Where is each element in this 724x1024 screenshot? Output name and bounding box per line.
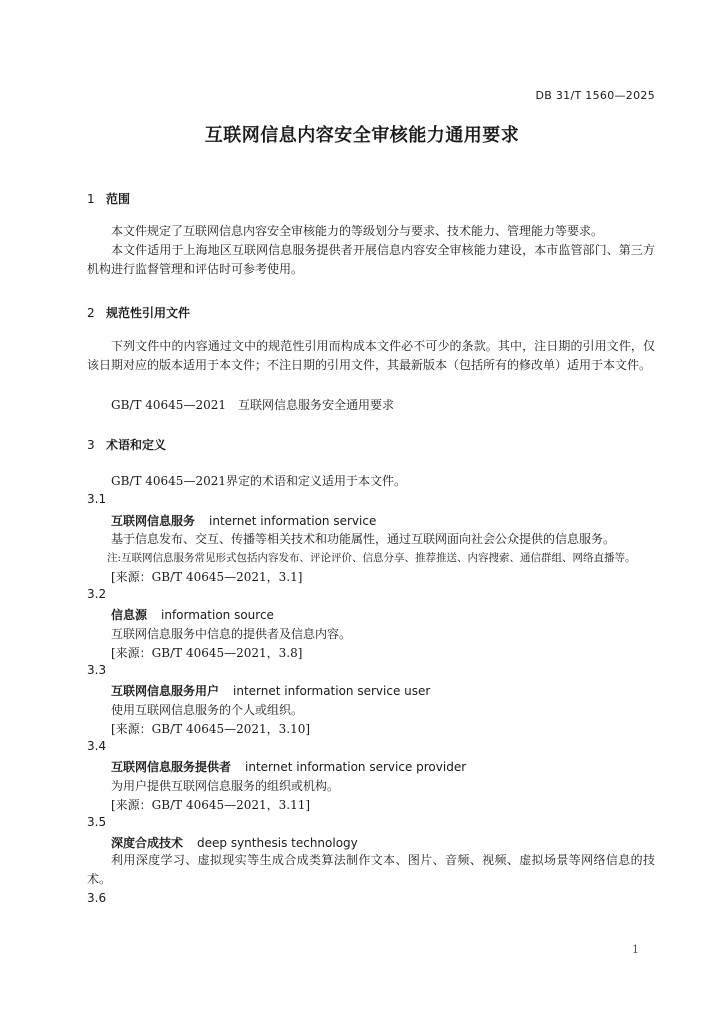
term-en: deep synthesis technology (197, 836, 358, 850)
term-zh: 互联网信息服务提供者 (111, 760, 232, 774)
term-en: internet information service provider (245, 760, 467, 774)
term-zh: 互联网信息服务 (111, 514, 196, 528)
section-2-paragraph-1: 下列文件中的内容通过文中的规范性引用而构成本文件必不可少的条款。其中，注日期的引用文件，仅该日期对应的版本适用于本文件；不注日期的引用文件，其最新版本（包括所有的修改单）适用于本文件。 (87, 339, 655, 372)
document-title: 互联网信息内容安全审核能力通用要求 (204, 125, 520, 146)
term-definition: 为用户提供互联网信息服务的组织或机构。 (111, 779, 340, 793)
section-1-paragraph-2: 本文件适用于上海地区互联网信息服务提供者开展信息内容安全审核能力建设，本市监管部门、第三方机构进行监督管理和评估时可参考使用。 (87, 243, 655, 276)
normative-reference: GB/T 40645—2021 互联网信息服务安全通用要求 (111, 398, 394, 412)
section-2-heading (87, 304, 190, 321)
term-en: internet information service user (233, 684, 431, 698)
term-note: 注:互联网信息服务常见形式包括内容发布、评论评价、信息分享、推荐推送、内容搜索、通信群组、网络直播等。 (107, 552, 636, 564)
term-heading (111, 682, 430, 699)
term-zh: 互联网信息服务用户 (111, 684, 220, 698)
term-number: 3.5 (87, 815, 107, 829)
terms-intro: GB/T 40645—2021界定的术语和定义适用于本文件。 (111, 474, 406, 488)
term-heading (111, 512, 376, 529)
standard-number: DB 31/T 1560—2025 (535, 89, 655, 102)
term-definition: 利用深度学习、虚拟现实等生成合成类算法制作文本、图片、音频、视频、虚拟场景等网络信息的技术。 (87, 853, 655, 886)
section-3-heading (87, 436, 166, 453)
term-source: [来源：GB/T 40645—2021，3.1] (111, 570, 303, 584)
term-source: [来源：GB/T 40645—2021，3.10] (111, 722, 311, 736)
section-number: 2 (87, 306, 95, 320)
term-heading (111, 758, 466, 775)
term-zh: 深度合成技术 (111, 836, 184, 850)
term-en: internet information service (209, 514, 377, 528)
term-heading (111, 606, 274, 623)
term-source: [来源：GB/T 40645—2021，3.11] (111, 798, 311, 812)
term-definition: 基于信息发布、交互、传播等相关技术和功能属性，通过互联网面向社会公众提供的信息服务。 (111, 532, 616, 546)
section-title: 规范性引用文件 (106, 306, 191, 320)
section-number: 3 (87, 438, 95, 452)
term-source: [来源：GB/T 40645—2021，3.8] (111, 646, 303, 660)
term-heading (111, 834, 358, 851)
section-1-paragraph-1: 本文件规定了互联网信息内容安全审核能力的等级划分与要求、技术能力、管理能力等要求。 (111, 224, 604, 238)
page-number: 1 (632, 943, 639, 956)
term-number: 3.1 (87, 492, 107, 506)
term-number: 3.2 (87, 587, 107, 601)
term-definition: 使用互联网信息服务的个人或组织。 (111, 703, 304, 717)
term-en: information source (161, 608, 274, 622)
section-title: 范围 (106, 192, 131, 206)
term-zh: 信息源 (111, 608, 148, 622)
term-number: 3.3 (87, 663, 107, 677)
section-number: 1 (87, 192, 95, 206)
term-number: 3.4 (87, 739, 107, 753)
term-definition: 互联网信息服务中信息的提供者及信息内容。 (111, 627, 352, 641)
term-number: 3.6 (87, 891, 107, 905)
section-title: 术语和定义 (106, 438, 167, 452)
section-1-heading (87, 190, 130, 207)
